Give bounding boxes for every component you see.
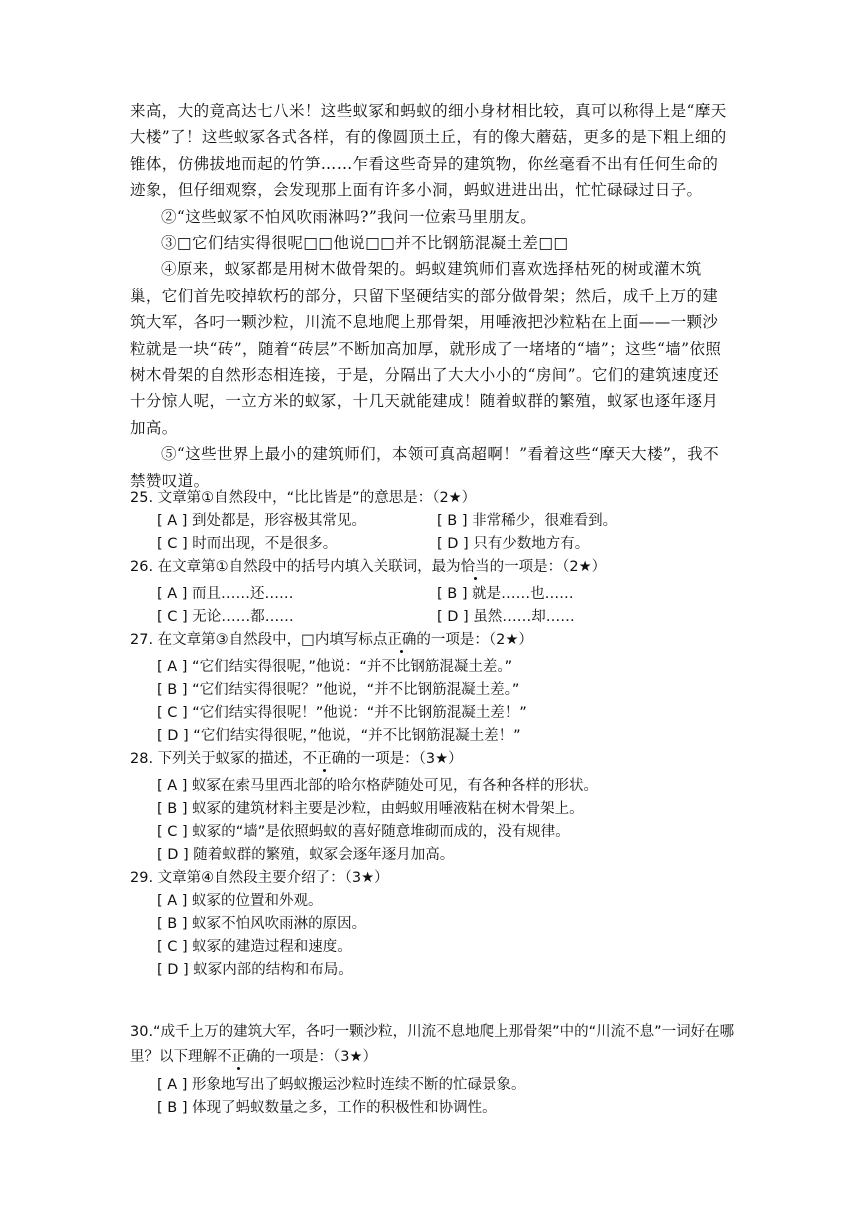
question-list bbox=[130, 487, 747, 982]
question-30 bbox=[130, 1020, 750, 1120]
stem-text: 26. 在文章第①自然段中的括号内填入关联词，最为 bbox=[130, 559, 461, 575]
stem-text: 28. 下列关于蚁冢的描述， bbox=[130, 751, 303, 767]
emphasis-word: 恰当 bbox=[460, 559, 490, 575]
paragraph-5: ⑤“这些世界上最小的建筑师们，本领可真高超啊！”看着这些“摩天大楼”，我不禁赞叹道。 bbox=[130, 445, 719, 490]
option-c[interactable]: [ C ] “它们结实得很呢！”他说：“并不比钢筋混凝土差！” bbox=[157, 705, 527, 721]
stem-text: 30.“成千上万的建筑大军，各叼一颗沙粒，川流不息地爬上那骨架”中的“川流不息”一词好在哪里？以下理解 bbox=[130, 1024, 735, 1065]
stem-text: 的一项是：（2★） bbox=[489, 559, 607, 575]
stem-text: 的一项是：（3★） bbox=[346, 751, 463, 767]
paragraph-3: ③□它们结实得很呢□□他说□□并不比钢筋混凝土差□□ bbox=[161, 234, 569, 253]
option-row bbox=[157, 583, 747, 606]
option-b[interactable]: [ B ] 蚁冢不怕风吹雨淋的原因。 bbox=[157, 916, 367, 932]
question-25 bbox=[130, 487, 747, 556]
emphasis-word: 不正确 bbox=[302, 751, 347, 767]
option-row bbox=[157, 533, 747, 556]
option-c[interactable]: [ C ] 蚁冢的“墙”是依照蚂蚁的喜好随意堆砌而成的，没有规律。 bbox=[157, 824, 570, 840]
question-stem: 29. 文章第④自然段主要介绍了：（3★） bbox=[130, 870, 389, 886]
option-d[interactable]: [ D ] 蚁冢内部的结构和布局。 bbox=[157, 962, 353, 978]
option-a[interactable]: [ A ] “它们结实得很呢，”他说：“并不比钢筋混凝土差。” bbox=[157, 659, 513, 675]
option-row bbox=[157, 606, 747, 629]
option-d[interactable]: [ D ] 虽然……却…… bbox=[437, 609, 575, 625]
question-stem bbox=[130, 629, 747, 652]
option-c[interactable]: [ C ] 时而出现，不是很多。 bbox=[157, 536, 338, 552]
reading-passage bbox=[130, 98, 732, 494]
option-c[interactable]: [ C ] 无论……都…… bbox=[157, 609, 294, 625]
option-b[interactable]: [ B ] “它们结实得很呢？”他说，“并不比钢筋混凝土差。” bbox=[157, 682, 520, 698]
question-27 bbox=[130, 629, 747, 748]
question-26 bbox=[130, 556, 747, 629]
option-a[interactable]: [ A ] 蚁冢在索马里西北部的哈尔格萨随处可见，有各种各样的形状。 bbox=[157, 778, 599, 794]
question-stem: 25. 文章第①自然段中，“比比皆是”的意思是：（2★） bbox=[130, 490, 477, 506]
option-b[interactable]: [ B ] 非常稀少，很难看到。 bbox=[437, 513, 618, 529]
question-stem bbox=[130, 748, 747, 771]
option-a[interactable]: [ A ] 形象地写出了蚂蚁搬运沙粒时连续不断的忙碌景象。 bbox=[157, 1077, 526, 1093]
question-28 bbox=[130, 748, 747, 867]
emphasis-word: 不正确 bbox=[217, 1049, 261, 1065]
question-stem bbox=[130, 556, 747, 579]
option-d[interactable]: [ D ] “它们结实得很呢，”他说，“并不比钢筋混凝土差！” bbox=[157, 728, 521, 744]
option-list bbox=[157, 1074, 750, 1120]
stem-text: 的一项是：（3★） bbox=[260, 1049, 377, 1065]
option-d[interactable]: [ D ] 只有少数地方有。 bbox=[437, 536, 590, 552]
option-d[interactable]: [ D ] 随着蚁群的繁殖，蚁冢会逐年逐月加高。 bbox=[157, 847, 455, 863]
question-29 bbox=[130, 867, 747, 982]
option-a[interactable]: [ A ] 到处都是，形容极其常见。 bbox=[157, 513, 367, 529]
stem-text: 的一项是：（2★） bbox=[416, 632, 533, 648]
option-a[interactable]: [ A ] 而且……还…… bbox=[157, 586, 294, 602]
paragraph-4: ④原来，蚁冢都是用树木做骨架的。蚂蚁建筑师们喜欢选择枯死的树或灌木筑巢，它们首先咬掉软朽的部分，只留下坚硬结实的部分做骨架；然后，成千上万的建筑大军，各叼一颗沙粒，川流不息地爬上那骨架，用唾液把沙粒粘在上面——一颗沙粒就是一块“砖”，随着“砖层”不断加高加厚，就形成了一堵堵的“墙”；这些“墙”依照树木骨架的自然形态相连接，于是，分隔出了大大小小的“房间”。它们的建筑速度还十分惊人呢，一立方米的蚁冢，十几天就能建成！随着蚁群的繁殖，蚁冢也逐年逐月加高。 bbox=[130, 260, 722, 437]
option-a[interactable]: [ A ] 蚁冢的位置和外观。 bbox=[157, 893, 323, 909]
option-b[interactable]: [ B ] 蚁冢的建筑材料主要是沙粒，由蚂蚁用唾液粘在树木骨架上。 bbox=[157, 801, 584, 817]
emphasis-word: 正确 bbox=[387, 632, 417, 648]
option-row bbox=[157, 510, 747, 533]
paragraph-1-continued: 来高，大的竟高达七八米！这些蚁冢和蚂蚁的细小身材相比较，真可以称得上是“摩天大楼”了！这些蚁冢各式各样，有的像圆顶土丘，有的像大蘑菇，更多的是下粗上细的锥体，仿佛拔地而起的竹笋……乍看这些奇异的建筑物，你丝毫看不出有任何生命的迹象，但仔细观察，会发现那上面有许多小洞，蚂蚁进进出出，忙忙碌碌过日子。 bbox=[130, 102, 727, 200]
question-stem bbox=[130, 1020, 750, 1070]
option-b[interactable]: [ B ] 体现了蚂蚁数量之多，工作的积极性和协调性。 bbox=[157, 1100, 497, 1116]
option-b[interactable]: [ B ] 就是……也…… bbox=[437, 586, 574, 602]
stem-text: 27. 在文章第③自然段中，□内填写标点 bbox=[130, 632, 388, 648]
paragraph-2: ②“这些蚁冢不怕风吹雨淋吗?”我问一位索马里朋友。 bbox=[161, 207, 537, 226]
option-c[interactable]: [ C ] 蚁冢的建造过程和速度。 bbox=[157, 939, 352, 955]
